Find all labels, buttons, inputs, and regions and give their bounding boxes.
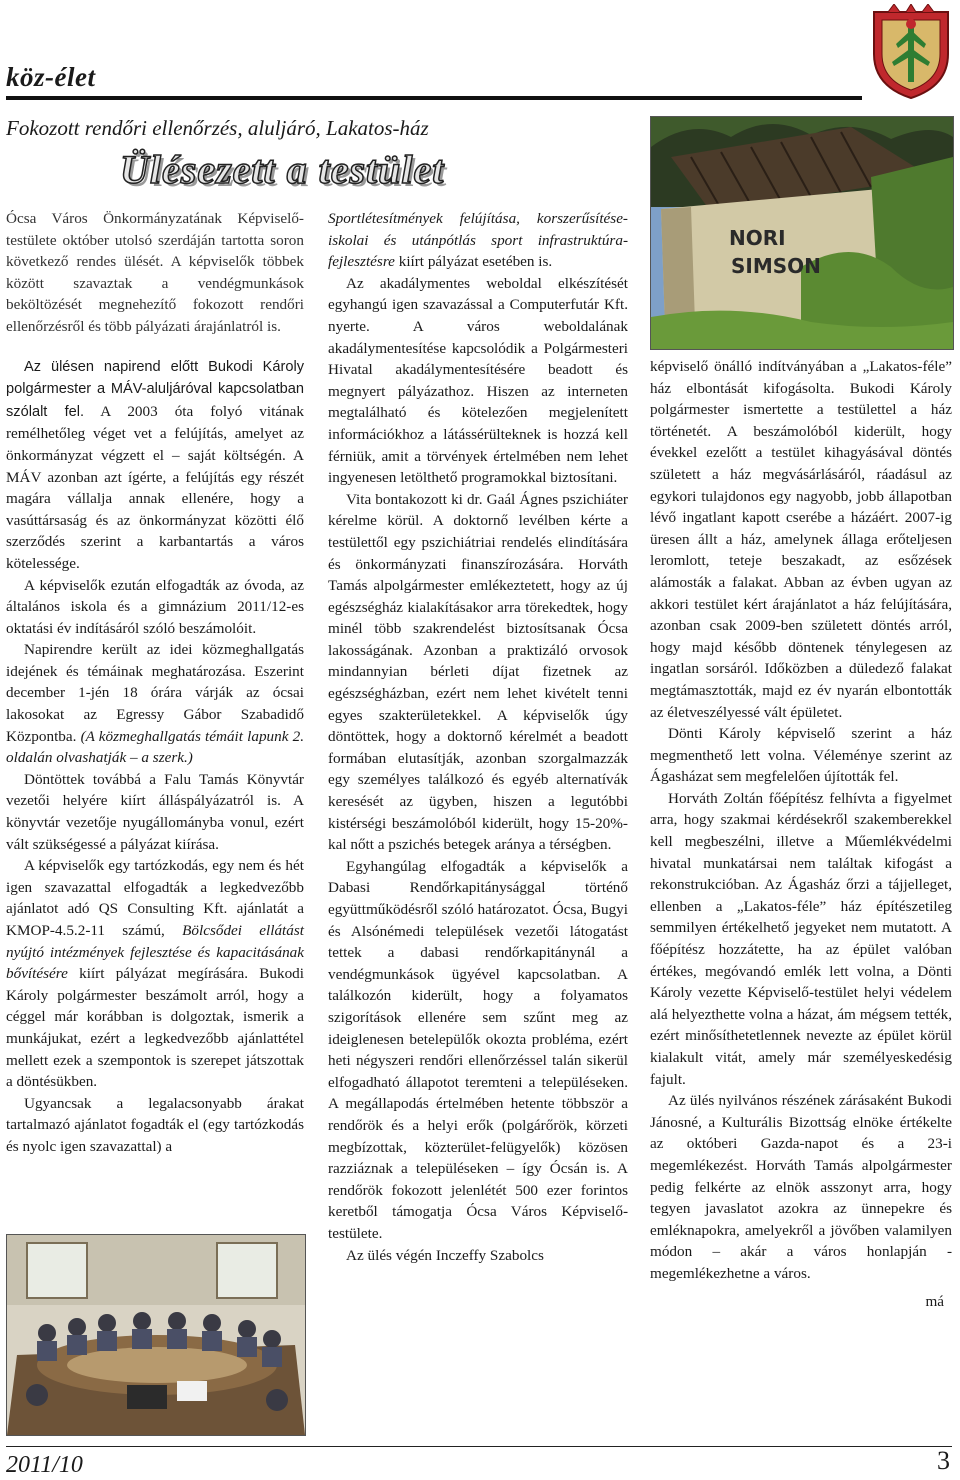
page-number: 3 (937, 1446, 950, 1475)
paragraph: Az akadálymentes weboldal elkészítését egyhangú igen szavazással a Computerfutár Kft. nyerte. A város weboldalának akadálymentesítése kapcsolódik a Polgármesteri Hivatal akadálymentesítésére beadott és megnyert pályázathoz. Hiszen az interneten megtalálható és kötelezően megjelenített információkhoz a látássérülteknek is hozzá kell férniük, amit a törvények értelmében nem lehet ingyenesen letölthető programokkal biztosítani. (328, 274, 628, 487)
tender-title: Sportlétesítmények felújítása, korszerűsítése- iskolai és utánpótlás sport infrastruktúra-fejlesztésre (328, 210, 628, 271)
paragraph: Döntöttek továbbá a Falu Tamás Könyvtár vezetői helyére kiírt álláspályázatról is. A könyvtár vezetője nyugállományba vonul, ezért vált szükségessé a pályázat kiírása. (6, 770, 304, 853)
lakatos-house-photo (650, 116, 954, 350)
paragraph: Vita bontakozott ki dr. Gaál Ágnes pszichiáter kérelme körül. A doktornő levélben kérte a testülettől egy pszichiátriai rendelés elindítására és önkormányzati finanszírozására. Horváth Tamás alpolgármester emlékeztetett, hogy az új egészségház kialakításakor arra törekedtek, hogy minél több szakrendelést biztosítsanak Ócsa lakosságának. Azonban a praktizáló orvosok mindannyian bérleti díjat fizetnek az egészségházban, ezért nem lehet kivételt tenni egyes szakterületekkel. A képviselők úgy döntöttek, hogy a doktornő kérelmét a beadott formában elutasítják, azonban szorgalmazzák egy személyes találkozó és egyéb alternatívák keresését az ügyben, hiszen a legutóbbi kistérségi beszámolóból kiderült, hogy 15-20%-kal nőtt a pszichés betegek aránya a térségben. (328, 490, 628, 854)
article-lead: Ócsa Város Önkormányzatának Képviselő-testülete október utolsó szerdáján tartotta soron következő rendes ülését. A képviselők többek között szavaztak a vendégmunkások beköltözését megnehezítő fokozott rendőri ellenőrzésről és több pályázati árajánlatról is. (6, 210, 304, 335)
paragraph-text: kiírt pályázat esetében is. (394, 253, 553, 271)
article-column-1 (6, 208, 304, 1158)
article-kicker: Fokozott rendőri ellenőrzés, aluljáró, Lakatos-ház (6, 116, 429, 140)
paragraph (6, 639, 304, 769)
paragraph-sans: Az ülésen napirend előtt Bukodi Károly polgármester a MÁV-aluljáróval kapcsolatban szólalt fel. (6, 358, 304, 420)
paragraph-cont: A 2003 óta folyó vitának remélhetőleg véget vet a felújítás, amelyet az önkormányzat végzett el – saját költségén. A MÁV azonban azt ígérte, a felújítás egy részét magára vállalja annak ellenére, hogy a vasúttársaság és az önkormányzat közötti élő szerződés szerint a karbantartás a város kötelessége. (6, 402, 304, 572)
article-title: Ülésezett a testület (120, 147, 445, 192)
author-signature: má (925, 1292, 944, 1310)
paragraph: Dönti Károly képviselő szerint a ház megmenthető lett volna. Véleménye szerint az Ágasházat sem megfelelően újították fel. (650, 725, 952, 786)
sign-text-line2: SIMSON (731, 254, 821, 278)
header-rule (6, 96, 862, 100)
paragraph-text: A képviselők egy tartózkodás, egy nem és hét igen szavazattal elfogadták a legkedvezőbb ajánlatot adó QS Consulting Kft. ajánlatát a KMOP-4.5.2-11 számú, (6, 857, 304, 939)
paragraph: Ugyancsak a legalacsonyabb árakat tartalmazó ajánlatot fogadták el (egy tartózkodás és nyolc igen szavazattal) a (6, 1094, 304, 1155)
paragraph: Horváth Zoltán főépítész felhívta a figyelmet arra, hogy szakmai kérdésekről szakemberekkel kell megbeszélni, illetve a Műemlékvédelmi hivatal munkatársai nem találtak kifogást a rekonstrukcióban. Az Ágasház őrzi a tájjelleget, ellenben a „Lakatos-féle” ház építészetileg semmilyen értékelhető jegyeket nem mutatott. A főépítész hozzátette, ha az épület valóban értékes, megóvandó emlék lett volna, a Dönti Károly vezette Képviselő-testület helyi védelem alá helyezthette volna a házat, ám mégsem tették, ezért minősíthetetlennek nevezte az épület körül kialakult vitát, amely már személyeskedésig fajult. (650, 789, 952, 1088)
paragraph: A képviselők ezután elfogadták az óvoda, az általános iskola és a gimnázium 2011/12-es oktatási év indításáról szóló beszámolóit. (6, 576, 304, 637)
sign-text-line1: NORI (729, 226, 786, 250)
article-column-2 (328, 208, 628, 1266)
editor-note: (A közmeghallgatás témáit lapunk 2. oldalán olvashatják – a szerk.) (6, 727, 305, 767)
footer-rule (6, 1446, 952, 1447)
paragraph (6, 855, 304, 1093)
city-crest-logo (868, 4, 954, 100)
issue-number: 2011/10 (6, 1452, 83, 1478)
paragraph: Az ülés végén Inczeffy Szabolcs (346, 1246, 544, 1264)
council-meeting-photo (6, 1234, 306, 1436)
article-column-3 (650, 356, 952, 1312)
paragraph (328, 208, 628, 273)
paragraph: képviselő önálló indítványában a „Lakatos-féle” ház elbontását kifogásolta. Bukodi Károly polgármester ismertette a testülettel a ház történetét. A beszámolóból kiderült, hogy évekkel ezelőtt a testület kihagyásával döntés született a ház megvásárlásáról, ráadásul az egykori tulajdonos egy nagyobb, jobb állapotban lévő ingatlant kapott cserébe a házáért. 2007-ig üresen állt a ház, amelynek állaga erőteljesen leromlott, teteje beszakadt, az esőzések alámosták a falakat. Abban az évben ugyan az akkori testület kért árajánlatot a ház felújítására, azonban csak 2009-ben született döntés arról, hogy majd később döntenek ténylegesen az ingatlan sorsáról. Időközben a düledező falakat megtámasztották, majd ez év nyarán elbontották az életveszélyessé vált épületet. (650, 358, 952, 721)
section-label: köz-élet (6, 62, 96, 92)
paragraph (6, 356, 304, 575)
paragraph: Egyhangúlag elfogadták a képviselők a Dabasi Rendőrkapitánysággal történő együttműködésről szóló határozatot. Ócsa, Bugyi és Alsónémedi települések vezetői látogatást tettek a dabasi rendőrkapitánynál a vendégmunkások ügyével kapcsolatban. A találkozón kiderült, hogy a folyamatos szigorítások ellenére sem szűnt meg az ideiglenesen betelepülők okozta probléma, ezért heti négyszeri rendőri ellenőrzéssel talán sikerül elfogadható állapotot teremteni a településeken. A megállapodás értelmében hetente többször a rendőrök és a helyi erők (polgárőrök, körzeti megbízottak, közterület-felügyelők) közösen razziáznak a településeken – így Ócsán is. A rendőrök fokozott jelenlétét 500 ezer forintos keretből támogatja Ócsa Város Képviselő-testülete. (328, 857, 628, 1242)
paragraph-text: Napirendre került az idei közmeghallgatás idejének és témáinak meghatározása. Eszerint december 1-jén 18 órára várják az ócsai lakosokat az Egressy Gábor Szabadidő Központba. (6, 641, 304, 745)
paragraph-text: kiírt pályázat megírására. Bukodi Károly polgármester beszámolt arról, hogy a céggel már korábban is dolgoztak, ismerik a munkájukat, ezért a legkedvezőbb ajánlattétel mellett ezek a szempontok is szerepet játszottak a döntésükben. (6, 965, 304, 1091)
paragraph: Az ülés nyilvános részének zárásaként Bukodi Jánosné, a Kulturális Bizottság elnöke értékelte az októberi Gazda-napot és a 23-i megemlékezést. Horváth Tamás alpolgármester pedig felkérte az elnök asszonyt arra, hogy tegyen javaslatot azokra az ünnepekre és emléknapokra, amelyekről a jövőben valamilyen módon – akár a város honlapján - megemlékezhetne a város. (650, 1092, 952, 1282)
tender-title: Bölcsődei ellátást nyújtó intézmények fejlesztése és kapacitásának bővítésére (6, 922, 304, 983)
